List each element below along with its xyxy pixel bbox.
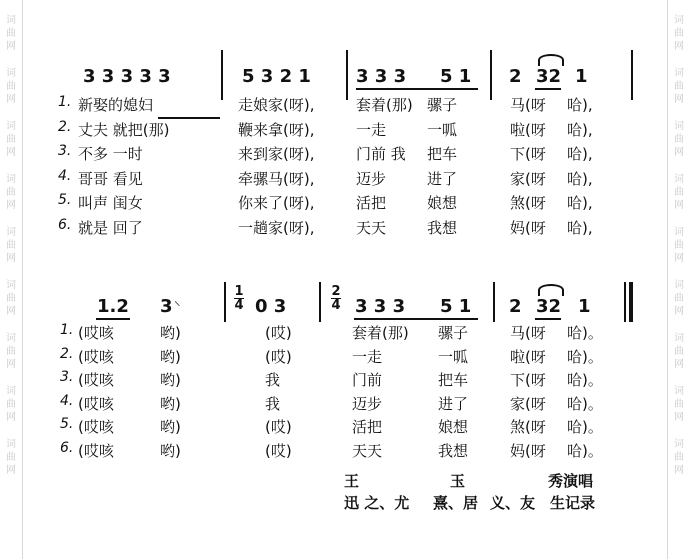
note-group: 5 1 [440, 66, 472, 87]
lyric-syllable-group: 进了 [438, 394, 469, 413]
lyric-syllable-group: 一呱 [438, 347, 469, 366]
grace-stroke-icon: ⸜ [174, 294, 181, 309]
time-signature-2-4: 2 4 [331, 284, 341, 313]
lyric-syllable-group: 叫声 闺女 [78, 194, 143, 212]
watermark-char: 词 [6, 386, 16, 397]
lyric-syllable-group: 哈)。 [567, 324, 603, 342]
lyric-syllable-group: 门前 我 [356, 145, 406, 163]
lyric-syllable-group: 煞(呀 [510, 418, 546, 436]
right-border-line [667, 0, 668, 559]
barline [490, 50, 492, 100]
barline [493, 282, 495, 322]
lyric-syllable-group: 哈)。 [567, 441, 603, 460]
watermark-group [2, 173, 20, 212]
watermark-char: 词 [6, 280, 16, 291]
barline [346, 50, 348, 100]
watermark-char: 网 [674, 200, 684, 211]
recorder-names: 熹、居 [433, 494, 479, 512]
time-signature-1-4: 1 4 [234, 284, 244, 313]
lyric-syllable-group: 门前 [352, 371, 383, 389]
lyric-syllable-group: 我 [265, 394, 281, 413]
beam-underline [535, 88, 561, 90]
lyric-syllable-group: (哎咳 [78, 441, 114, 460]
verse-number: 2. [58, 118, 72, 135]
verse-number: 4. [60, 392, 74, 409]
watermark-char: 词 [6, 174, 16, 185]
verse-number: 2. [60, 345, 74, 362]
watermark-char: 曲 [674, 187, 684, 198]
lyric-syllable-group: 下(呀 [510, 145, 546, 163]
barline [221, 50, 223, 100]
lyric-syllable-group: 一趟家(呀), [238, 218, 315, 237]
watermark-char: 曲 [674, 346, 684, 357]
lyric-syllable-group: 你来了(呀), [238, 194, 315, 212]
lyric-syllable-group: 进了 [427, 169, 458, 188]
lyric-syllable-group: 哈)。 [567, 371, 603, 389]
note-group: 32 [536, 296, 562, 317]
slur-mark [538, 284, 564, 296]
watermark-char: 词 [674, 15, 684, 26]
recorder-role: 生记录 [550, 494, 596, 512]
watermark-char: 曲 [6, 187, 16, 198]
watermark-char: 词 [674, 68, 684, 79]
lyric-syllable-group: 一走 [352, 347, 383, 366]
singer-name-part: 王 [344, 472, 360, 490]
beam-underline [535, 318, 561, 320]
watermark-group [670, 279, 688, 318]
watermark-char: 网 [6, 253, 16, 264]
watermark-char: 曲 [6, 452, 16, 463]
barline [224, 282, 226, 322]
lyric-syllable-group: 我想 [438, 441, 469, 460]
note-group: 1.2 [97, 296, 129, 317]
lyric-syllable-group: 马(呀 [510, 324, 546, 342]
watermark-char: 词 [6, 333, 16, 344]
lyric-syllable-group: 煞(呀 [510, 194, 546, 212]
lyric-syllable-group: 娘想 [427, 194, 458, 212]
verse-number: 3. [60, 369, 74, 385]
watermark-char: 曲 [6, 293, 16, 304]
lyric-syllable-group: 套着(那) [352, 324, 409, 342]
lyric-syllable-group: 哈), [567, 218, 593, 237]
watermark-char: 词 [6, 439, 16, 450]
lyric-syllable-group: 哈)。 [567, 394, 603, 413]
note-group: 5 1 [440, 296, 472, 317]
lyric-syllable-group: 新娶的媳妇 [78, 96, 154, 114]
lyric-syllable-group: (哎咳 [78, 324, 114, 342]
lyric-syllable-group: 把车 [438, 371, 469, 389]
watermark-char: 词 [6, 15, 16, 26]
watermark-char: 网 [6, 41, 16, 52]
watermark-char: 网 [674, 147, 684, 158]
lyric-syllable-group: (哎) [265, 418, 292, 436]
singer-name-part: 玉 [450, 472, 466, 490]
lyric-syllable-group: 啦(呀 [510, 120, 546, 139]
watermark-group [2, 120, 20, 159]
watermark-char: 网 [6, 147, 16, 158]
lyric-syllable-group: (哎咳 [78, 347, 114, 366]
watermark-group [670, 120, 688, 159]
lyric-syllable-group: 哟) [160, 394, 181, 413]
lyric-syllable-group: 哈), [567, 194, 593, 212]
watermark-char: 网 [674, 94, 684, 105]
lyric-syllable-group: 哈), [567, 169, 593, 188]
note-group: 3 3 3 3 3 [83, 66, 171, 87]
watermark-char: 词 [674, 280, 684, 291]
watermark-char: 词 [674, 174, 684, 185]
note: 2 [509, 66, 522, 87]
lyric-syllable-group: 我 [265, 371, 281, 389]
verse-number: 1. [58, 94, 72, 110]
lyric-syllable-group: (哎) [265, 324, 292, 342]
watermark-char: 网 [674, 253, 684, 264]
watermark-group [2, 67, 20, 106]
watermark-char: 曲 [674, 28, 684, 39]
watermark-char: 词 [674, 386, 684, 397]
watermark-char: 网 [6, 412, 16, 423]
lyric-syllable-group: (哎) [265, 441, 292, 460]
watermark-char: 网 [674, 41, 684, 52]
lyric-syllable-group: 马(呀 [510, 96, 546, 114]
lyric-syllable-group: (哎咳 [78, 418, 114, 436]
note: 1 [575, 66, 588, 87]
lyric-syllable-group: 哥哥 看见 [78, 169, 143, 188]
note: 3 [160, 296, 173, 317]
watermark-char: 网 [6, 200, 16, 211]
verse-number: 1. [60, 322, 74, 338]
watermark-char: 网 [6, 94, 16, 105]
lyric-syllable-group: 就是 回了 [78, 218, 143, 237]
verse-number: 3. [58, 143, 72, 159]
watermark-group [2, 14, 20, 53]
watermark-char: 曲 [6, 240, 16, 251]
slur-mark [538, 54, 564, 66]
watermark-group [670, 226, 688, 265]
note: 2 [509, 296, 522, 317]
lyric-syllable-group: 牵骡马(呀), [238, 169, 315, 188]
lyric-syllable-group: 骡子 [438, 324, 469, 342]
verse-number: 5. [58, 192, 72, 208]
note: 1 [578, 296, 591, 317]
lyric-syllable-group: 来到家(呀), [238, 145, 315, 163]
lyric-syllable-group: 哈)。 [567, 418, 603, 436]
watermark-char: 网 [6, 359, 16, 370]
watermark-group [670, 438, 688, 477]
beam-underline [356, 88, 478, 90]
watermark-group [670, 332, 688, 371]
watermark-char: 曲 [6, 81, 16, 92]
lyric-syllable-group: 娘想 [438, 418, 469, 436]
note-group: 0 3 [255, 296, 287, 317]
lyric-syllable-group: 迈步 [352, 394, 383, 413]
lyric-syllable-group: 迈步 [356, 169, 387, 188]
final-barline-thin [624, 282, 626, 322]
lyric-syllable-group: (哎咳 [78, 371, 114, 389]
verse-number: 4. [58, 167, 72, 184]
lyric-syllable-group: 把车 [427, 145, 458, 163]
watermark-char: 曲 [674, 293, 684, 304]
verse-number: 6. [58, 216, 72, 233]
lyric-syllable-group: 妈(呀 [510, 441, 546, 460]
watermark-char: 曲 [6, 346, 16, 357]
lyric-syllable-group: 哈), [567, 96, 593, 114]
lyric-syllable-group: 妈(呀 [510, 218, 546, 237]
watermark-char: 网 [6, 306, 16, 317]
watermark-group [670, 385, 688, 424]
watermark-char: 词 [674, 121, 684, 132]
watermark-group [2, 279, 20, 318]
singer-role: 秀演唱 [548, 472, 594, 490]
lyric-syllable-group: 家(呀 [510, 169, 546, 188]
watermark-group [2, 438, 20, 477]
watermark-group [2, 226, 20, 265]
watermark-group [670, 173, 688, 212]
watermark-group [670, 67, 688, 106]
lyric-syllable-group: 哟) [160, 347, 181, 366]
lyric-syllable-group: 哟) [160, 418, 181, 436]
lyric-syllable-group: (哎) [265, 347, 292, 366]
lyric-syllable-group: 活把 [356, 194, 387, 212]
watermark-group [670, 14, 688, 53]
lyric-syllable-group: 我想 [427, 218, 458, 237]
watermark-left [2, 0, 20, 559]
lyric-syllable-group: 哟) [160, 441, 181, 460]
lyric-syllable-group: 一呱 [427, 120, 458, 139]
lyric-syllable-group: 丈夫 就把(那) [78, 120, 170, 139]
recorder-names: 义、友 [490, 494, 536, 512]
watermark-char: 网 [6, 465, 16, 476]
watermark-char: 词 [6, 68, 16, 79]
lyric-syllable-group: 鞭来拿(呀), [238, 120, 315, 139]
watermark-char: 曲 [6, 399, 16, 410]
beam-underline [354, 318, 478, 320]
watermark-char: 词 [6, 227, 16, 238]
watermark-char: 网 [674, 412, 684, 423]
recorder-names: 迅 之、尤 [344, 494, 410, 512]
lyric-syllable-group: 哟) [160, 371, 181, 389]
lyric-syllable-group: 骡子 [427, 96, 458, 114]
watermark-group [2, 332, 20, 371]
lyric-syllable-group: 走娘家(呀), [238, 96, 315, 114]
watermark-char: 网 [674, 306, 684, 317]
lyric-syllable-group: 不多 一时 [78, 145, 143, 163]
watermark-char: 网 [674, 465, 684, 476]
note-group: 3 3 3 [356, 66, 407, 87]
lyric-syllable-group: 活把 [352, 418, 383, 436]
watermark-group [2, 385, 20, 424]
final-barline-thick [629, 282, 633, 322]
watermark-char: 词 [674, 227, 684, 238]
watermark-char: 曲 [674, 452, 684, 463]
verse-number: 6. [60, 439, 74, 456]
lyric-syllable-group: 天天 [356, 218, 387, 237]
lyric-syllable-group: 一走 [356, 120, 387, 139]
watermark-char: 曲 [6, 134, 16, 145]
lyric-syllable-group: (哎咳 [78, 394, 114, 413]
watermark-char: 曲 [674, 240, 684, 251]
watermark-char: 曲 [674, 134, 684, 145]
verse-number: 5. [60, 416, 74, 432]
lyric-syllable-group: 天天 [352, 441, 383, 460]
lyric-syllable-group: 哈)。 [567, 347, 603, 366]
lyric-syllable-group: 家(呀 [510, 394, 546, 413]
watermark-char: 词 [674, 333, 684, 344]
lyric-syllable-group: 套着(那) [356, 96, 413, 114]
watermark-char: 曲 [674, 81, 684, 92]
watermark-char: 词 [6, 121, 16, 132]
note-group: 5 3 2 1 [242, 66, 311, 87]
note-group: 3 3 3 [355, 296, 406, 317]
barline [631, 50, 633, 100]
lyric-syllable-group: 下(呀 [510, 371, 546, 389]
lyric-syllable-group: 啦(呀 [510, 347, 546, 366]
lyric-syllable-group: 哈), [567, 120, 593, 139]
lyric-syllable-group: 哈), [567, 145, 593, 163]
left-border-line [22, 0, 23, 559]
note-group: 32 [536, 66, 562, 87]
watermark-right [670, 0, 688, 559]
beam-underline [96, 318, 130, 320]
watermark-char: 曲 [674, 399, 684, 410]
lyric-syllable-group: 哟) [160, 324, 181, 342]
watermark-char: 词 [674, 439, 684, 450]
barline [319, 282, 321, 322]
watermark-char: 网 [674, 359, 684, 370]
watermark-char: 曲 [6, 28, 16, 39]
